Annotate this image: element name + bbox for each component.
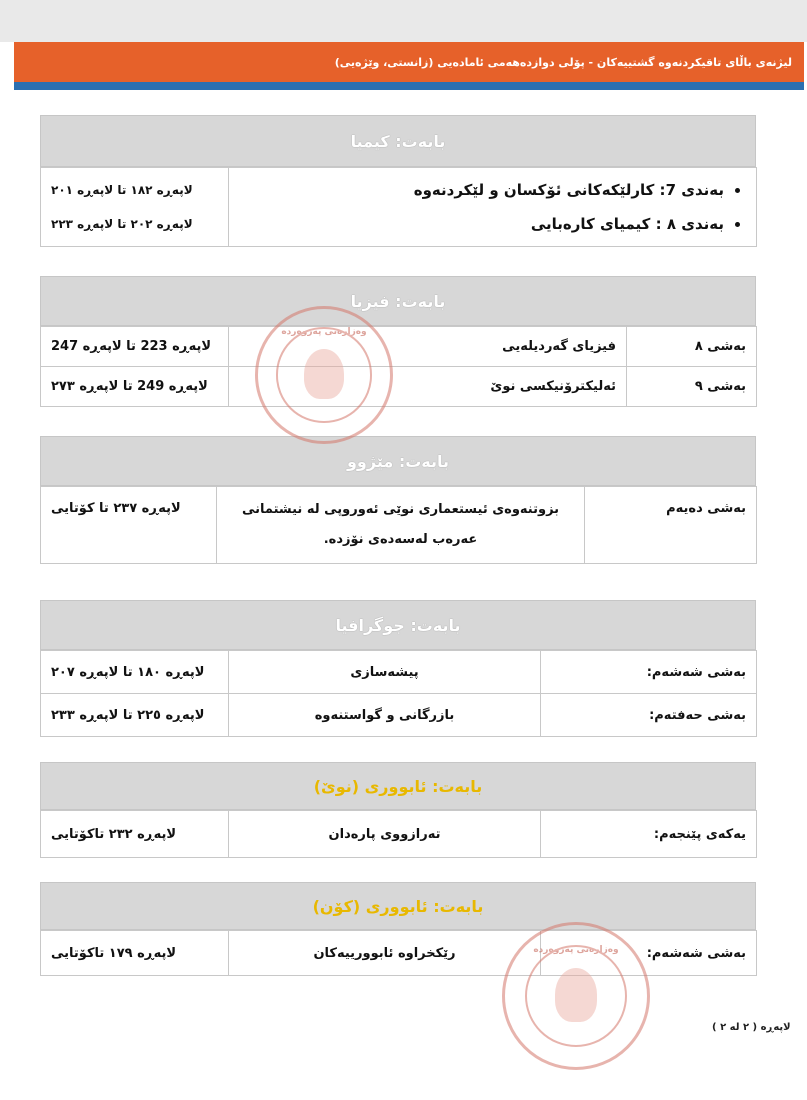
economics-new-table xyxy=(40,810,757,858)
banner-rule xyxy=(14,82,804,90)
physics-table xyxy=(40,326,757,407)
physics-header xyxy=(40,276,756,326)
table-row xyxy=(41,367,757,407)
page-range: لاپەڕە 223 تا لاپەڕە 247 xyxy=(41,327,229,367)
official-stamp-icon xyxy=(502,922,650,1070)
geography-header xyxy=(40,600,756,650)
geography-title: بابەت: جوگرافیا xyxy=(335,615,461,635)
stamp-text: وەزارەتی پەروەردە xyxy=(533,944,619,955)
topic-cell: فیزیای گەردیلەیی xyxy=(229,327,627,367)
topic-cell: ئەلیکترۆنیکسی نوێ xyxy=(229,367,627,407)
table-row xyxy=(41,694,757,737)
economics-old-title: بابەت: ئابووری (کۆن) xyxy=(312,896,484,916)
page-range: لاپەڕە ٢٢٥ تا لاپەڕە ٢٣٣ xyxy=(41,694,229,737)
table-row xyxy=(41,651,757,694)
list-item: • بەندی ٨ : کیمیای کارەبایی xyxy=(239,207,724,241)
history-title: بابەت: مێژوو xyxy=(346,451,450,471)
geography-table xyxy=(40,650,757,737)
table-row xyxy=(41,487,757,564)
chemistry-header xyxy=(40,115,756,167)
topic-cell: پیشەسازی xyxy=(229,651,541,694)
page-range: لاپەڕە ١٨٠ تا لاپەڕە ٢٠٧ xyxy=(41,651,229,694)
page-number: لاپەڕە ( ٢ لە ٢ ) xyxy=(712,1022,791,1033)
section-cell: بەشی شەشەم: xyxy=(541,931,757,976)
topic-cell: تەرازووی پارەدان xyxy=(229,811,541,858)
history-header xyxy=(40,436,756,486)
chemistry-topics xyxy=(229,168,757,247)
stamp-emblem-icon xyxy=(304,349,344,399)
table-row xyxy=(41,931,757,976)
economics-old-header xyxy=(40,882,756,930)
banner-title: لیژنەی باڵای تاقیکردنەوە گشتییەکان - پۆلی دوازدەهەمی ئامادەیی (زانستی، وێژەیی) xyxy=(334,55,792,69)
page-range: لاپەڕە ١٧٩ تاکۆتایی xyxy=(41,931,229,976)
topic-cell: بزوتنەوەی ئیستعماری نوێی ئەوروپی لە نیشتمانی عەرەب لەسەدەی نۆزدە. xyxy=(217,487,585,564)
section-cell: بەشی شەشەم: xyxy=(541,651,757,694)
section-cell: بەشی حەفتەم: xyxy=(541,694,757,737)
section-cell: یەکەی پێنجەم: xyxy=(541,811,757,858)
chemistry-refs xyxy=(41,168,229,247)
economics-old-table xyxy=(40,930,757,976)
top-scan-edge xyxy=(0,0,807,42)
history-table xyxy=(40,486,757,564)
economics-new-header xyxy=(40,762,756,810)
economics-new-title: بابەت: ئابووری (نوێ) xyxy=(313,776,483,796)
topic-cell: رێکخراوە ئابوورییەکان xyxy=(229,931,541,976)
page-range: لاپەڕە ٢٣٧ تا کۆتایی xyxy=(41,487,217,564)
table-row xyxy=(41,811,757,858)
topic-cell: بازرگانی و گواستنەوە xyxy=(229,694,541,737)
list-item: • بەندی 7: کارلێکەکانی ئۆکسان و لێکردنەوە xyxy=(239,173,724,207)
page-range: لاپەڕە ٢٠٢ تا لاپەڕە ٢٢٣ xyxy=(51,217,193,231)
chemistry-table xyxy=(40,167,757,247)
section-cell: بەشی ٩ xyxy=(627,367,757,407)
section-cell: بەشی ٨ xyxy=(627,327,757,367)
physics-title: بابەت: فیزیا xyxy=(350,291,446,311)
table-row xyxy=(41,327,757,367)
table-row xyxy=(41,168,757,247)
document-banner xyxy=(14,42,804,82)
official-stamp-icon xyxy=(255,306,393,444)
section-cell: بەشی دەیەم xyxy=(585,487,757,564)
page-range: لاپەڕە ٢٣٢ تاکۆتایی xyxy=(41,811,229,858)
page-range: لاپەڕە 249 تا لاپەڕە ٢٧٣ xyxy=(41,367,229,407)
page-range: لاپەڕە ١٨٢ تا لاپەڕە ٢٠١ xyxy=(51,183,193,197)
stamp-text: وەزارەتی پەروەردە xyxy=(281,327,367,338)
chemistry-title: بابەت: کیمیا xyxy=(350,131,446,151)
stamp-emblem-icon xyxy=(555,968,598,1022)
